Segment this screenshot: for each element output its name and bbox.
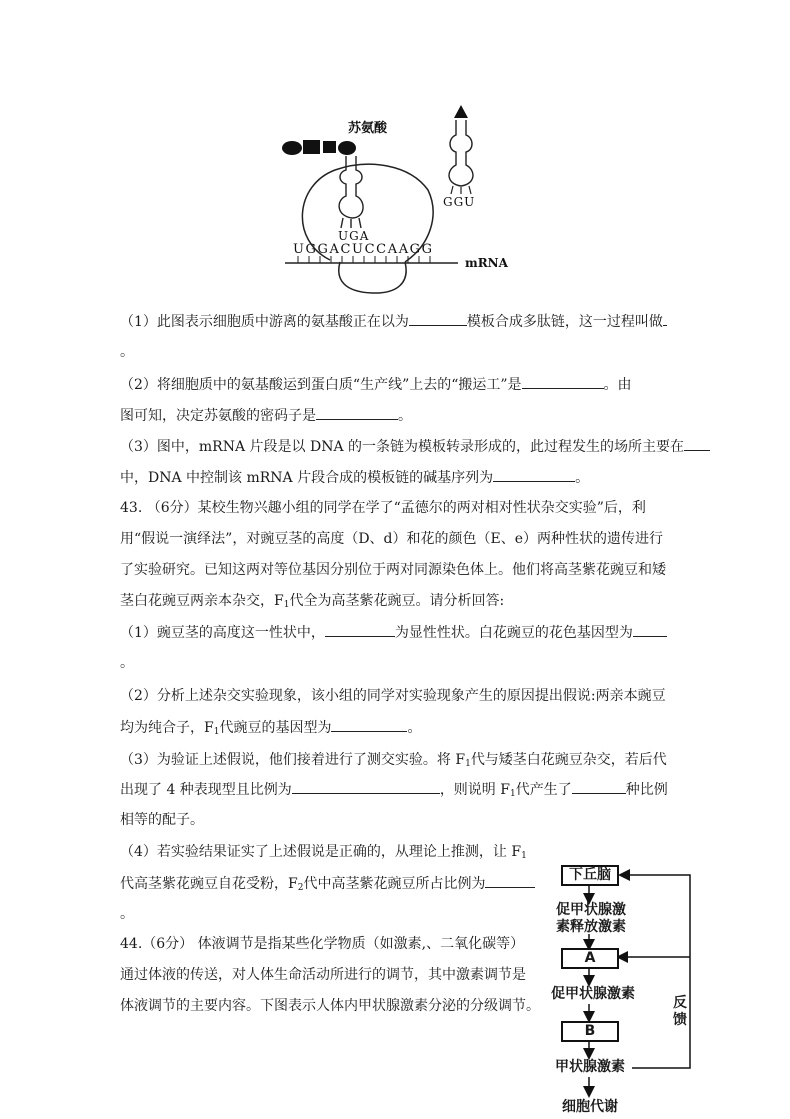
hypothalamus-box: 下丘脑 xyxy=(561,865,619,886)
q42-part2-line2: 图可知，决定苏氨酸的密码子是 。 xyxy=(120,405,412,426)
gland-b-box: B xyxy=(561,1021,619,1042)
q44-line2: 通过体液的传送，对人体生命活动所进行的调节，其中激素调节是 xyxy=(120,967,526,983)
q43-intro-2: 用“假说一演绎法”，对豌豆茎的高度（D、d）和花的颜色（E、e）两种性状的遗传进行 xyxy=(120,531,664,547)
q42-part1-end: 。 xyxy=(120,344,134,360)
q43-sub4-line2: 代高茎紫花豌豆自花受粉，$F_2$代中高茎紫花豌豆所占比例为 xyxy=(120,873,535,898)
cell-metabolism-label: 细胞代谢 xyxy=(562,1099,618,1115)
q43-intro-4: 茎白花豌豆两亲本杂交，$F_1$代全为高茎紫花豌豆。请分析回答: xyxy=(120,593,505,610)
anticodon-bound: UGA xyxy=(338,229,370,243)
q43-sub1: （1）豌豆茎的高度这一性状中， 为显性性状。白花豌豆的花色基因型为 xyxy=(120,622,667,643)
q43-sub2-line1: （2）分析上述杂交实验现象，该小组的同学对实验现象产生的原因提出假说:两亲本豌豆 xyxy=(120,688,666,704)
anticodon-free: GGU xyxy=(443,195,476,209)
q43-sub3-line2: 出现了 4 种表现型且比例为 ，则说明 $F_1$代产生了 种比例 xyxy=(120,779,668,804)
feedback-label: 反 馈 xyxy=(673,995,687,1028)
q43-intro-1: 43. （6分）某校生物兴趣小组的同学在学了“孟德尔的两对相对性状杂交实验”后，利 xyxy=(120,500,646,516)
q43-sub4-end: 。 xyxy=(120,906,134,922)
q43-sub2-line2: 均为纯合子，$F_1$代豌豆的基因型为 。 xyxy=(120,717,421,742)
mrna-sequence: UGGACUCCAAGG xyxy=(293,242,434,257)
q44-line1: 44.（6分） 体液调节是指某些化学物质（如激素,、二氧化碳等） xyxy=(120,936,525,952)
trh-label: 促甲状腺激 素释放激素 xyxy=(556,902,626,935)
tsh-label: 促甲状腺激素 xyxy=(551,986,635,1002)
q42-part3-line1: （3）图中，mRNA 片段是以 DNA 的一条链为模板转录形成的，此过程发生的场所主要在 xyxy=(120,436,710,457)
thyroid-hormone-label: 甲状腺激素 xyxy=(555,1059,625,1075)
q43-sub1-end: 。 xyxy=(120,655,134,671)
gland-a-box: A xyxy=(561,948,619,969)
q43-sub4-line1: （4）若实验结果证实了上述假说是正确的，从理论上推测，让 $F_1$ xyxy=(120,844,527,861)
q43-sub3-line1: （3）为验证上述假说，他们接着进行了测交实验。将 $F_1$代与矮茎白花豌豆杂交，若后代 xyxy=(120,752,667,769)
q42-part1: （1）此图表示细胞质中游离的氨基酸正在以为 模板合成多肽链，这一过程叫做 xyxy=(120,311,667,332)
q43-sub3-line3: 相等的配子。 xyxy=(120,812,204,828)
q42-part2-line1: （2）将细胞质中的氨基酸运到蛋白质“生产线”上去的“搬运工”是 。由 xyxy=(120,374,632,395)
amino-acid-label: 苏氨酸 xyxy=(348,121,388,136)
mrna-label: mRNA xyxy=(465,256,508,270)
q44-line3: 体液调节的主要内容。下图表示人体内甲状腺激素分泌的分级调节。 xyxy=(120,998,540,1014)
q43-intro-3: 了实验研究。已知这两对等位基因分别位于两对同源染色体上。他们将高茎紫花豌豆和矮 xyxy=(120,562,666,578)
q42-part3-line2: 中，DNA 中控制该 mRNA 片段合成的模板链的碱基序列为 。 xyxy=(120,467,589,488)
